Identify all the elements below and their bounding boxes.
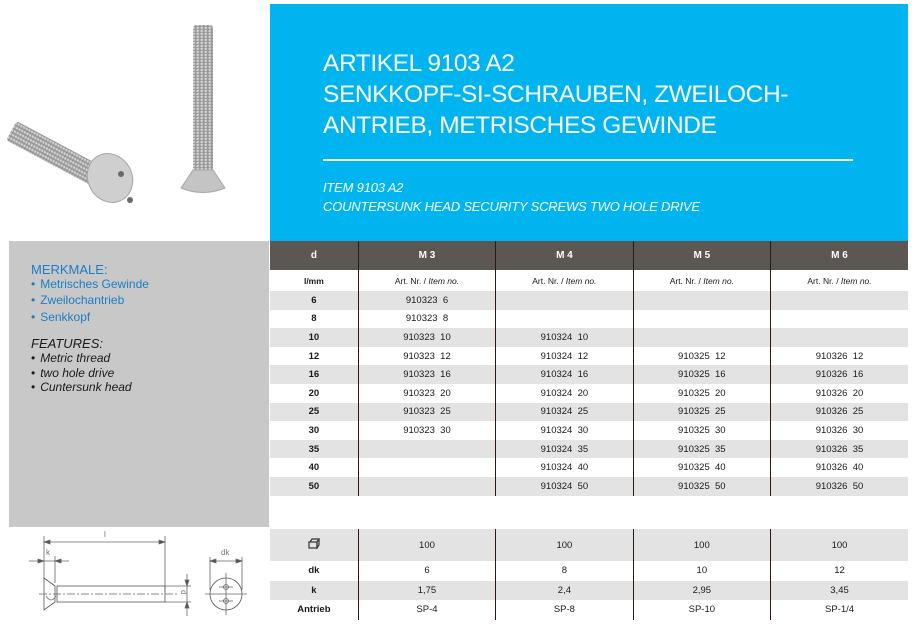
article-number-cell: 910326 16 <box>771 365 908 384</box>
features-list-en <box>31 351 132 395</box>
article-number-cell: 910323 20 <box>358 384 495 403</box>
article-number-cell <box>358 440 495 459</box>
length-cell: 20 <box>270 384 358 403</box>
spec-label: dk <box>270 561 358 581</box>
article-number-cell: 910326 35 <box>771 440 908 459</box>
item-label: Item no. <box>428 275 460 286</box>
title-line: SENKKOPF-SI-SCHRAUBEN, ZWEILOCH- <box>323 81 788 108</box>
spec-label: k <box>270 581 358 601</box>
length-cell: 50 <box>270 477 358 496</box>
length-cell: 12 <box>270 347 358 366</box>
pack-qty-m5: 100 <box>633 529 770 561</box>
art-label: Art. Nr. / <box>394 275 429 286</box>
article-number-cell: 910325 50 <box>633 477 770 496</box>
article-number-cell <box>358 477 495 496</box>
length-cell: 8 <box>270 310 358 329</box>
column-header-m5: M 5 <box>633 241 770 270</box>
spec-table <box>270 529 908 620</box>
article-number-cell: 910323 6 <box>358 291 495 310</box>
spec-value: 10 <box>633 561 770 581</box>
length-cell: 25 <box>270 403 358 422</box>
svg-text:d: d <box>179 590 188 595</box>
spec-value: 6 <box>358 561 495 581</box>
article-number-cell: 910323 12 <box>358 347 495 366</box>
spec-value: 8 <box>496 561 633 581</box>
table-row <box>270 384 908 403</box>
article-number-cell: 910323 25 <box>358 403 495 422</box>
technical-drawing <box>9 528 269 625</box>
feature-item: • Zweilochantrieb <box>31 293 149 309</box>
divider <box>323 159 853 161</box>
article-number-cell <box>633 291 770 310</box>
article-number-cell: 910324 40 <box>496 458 633 477</box>
length-cell: 10 <box>270 328 358 347</box>
title-line: ANTRIEB, METRISCHES GEWINDE <box>323 112 717 139</box>
table-row <box>270 440 908 459</box>
pack-quantity-row <box>270 529 908 561</box>
length-label: l/mm <box>270 270 358 291</box>
article-number-cell: 910325 25 <box>633 403 770 422</box>
item-label: Item no. <box>840 275 872 286</box>
article-number-cell: 910326 25 <box>771 403 908 422</box>
spec-value: SP-1/4 <box>771 600 908 620</box>
article-number-cell: 910324 16 <box>496 365 633 384</box>
svg-text:k: k <box>46 548 50 557</box>
length-cell: 16 <box>270 365 358 384</box>
spec-label: Antrieb <box>270 600 358 620</box>
svg-text:l: l <box>104 530 106 539</box>
article-number-cell: 910325 30 <box>633 421 770 440</box>
spec-value: SP-10 <box>633 600 770 620</box>
table-row <box>270 347 908 366</box>
article-table <box>270 241 908 496</box>
package-icon <box>270 529 358 561</box>
article-number-cell <box>633 328 770 347</box>
article-number-cell: 910326 20 <box>771 384 908 403</box>
features-panel <box>9 241 269 527</box>
article-number-cell: 910324 50 <box>496 477 633 496</box>
features-heading-en: FEATURES: <box>31 336 103 351</box>
pack-qty-m4: 100 <box>496 529 633 561</box>
product-photo <box>0 0 270 240</box>
art-label: Art. Nr. / <box>807 275 841 286</box>
features-heading-de: MERKMALE: <box>31 262 108 277</box>
article-number-cell: 910325 20 <box>633 384 770 403</box>
spec-value: 1,75 <box>358 581 495 601</box>
column-header-m6: M 6 <box>771 241 908 270</box>
article-number-cell: 910323 8 <box>358 310 495 329</box>
art-label: Art. Nr. / <box>532 275 566 286</box>
article-number-cell: 910324 20 <box>496 384 633 403</box>
spec-row <box>270 600 908 620</box>
length-cell: 35 <box>270 440 358 459</box>
feature-item: • Metrisches Gewinde <box>31 277 149 293</box>
article-number-cell: 910323 10 <box>358 328 495 347</box>
screw-dimension-diagram <box>9 528 269 625</box>
art-nr-label <box>771 270 908 291</box>
article-number-cell <box>633 310 770 329</box>
spec-value: SP-8 <box>496 600 633 620</box>
product-subtitle <box>323 178 700 216</box>
feature-item: • Metric thread <box>31 351 132 366</box>
length-cell: 6 <box>270 291 358 310</box>
subtitle-line: ITEM 9103 A2 <box>323 180 404 195</box>
feature-item: • two hole drive <box>31 366 132 381</box>
table-header-row <box>270 241 908 270</box>
article-number-cell <box>771 291 908 310</box>
article-number-cell: 910325 35 <box>633 440 770 459</box>
article-number-cell: 910326 12 <box>771 347 908 366</box>
item-label: Item no. <box>565 275 597 286</box>
spec-value: 2,4 <box>496 581 633 601</box>
article-number-cell <box>358 458 495 477</box>
table-row <box>270 365 908 384</box>
screws-image <box>0 0 270 240</box>
art-nr-label <box>358 270 495 291</box>
table-row <box>270 291 908 310</box>
item-label: Item no. <box>703 275 734 286</box>
article-number-cell: 910324 30 <box>496 421 633 440</box>
article-number-cell <box>496 310 633 329</box>
column-header-m4: M 4 <box>496 241 633 270</box>
pack-qty-m3: 100 <box>358 529 495 561</box>
article-number-cell: 910324 10 <box>496 328 633 347</box>
art-nr-label <box>633 270 770 291</box>
pack-qty-m6: 100 <box>771 529 908 561</box>
table-row <box>270 421 908 440</box>
article-number-cell <box>496 291 633 310</box>
table-subheader-row <box>270 270 908 291</box>
spec-row <box>270 561 908 581</box>
spec-value: SP-4 <box>358 600 495 620</box>
article-number-cell: 910326 50 <box>771 477 908 496</box>
article-number-cell: 910323 16 <box>358 365 495 384</box>
art-nr-label <box>496 270 633 291</box>
product-header <box>270 4 908 241</box>
spec-row <box>270 581 908 601</box>
product-title <box>323 48 788 141</box>
spec-value: 2,95 <box>633 581 770 601</box>
spec-value: 3,45 <box>771 581 908 601</box>
table-row <box>270 403 908 422</box>
feature-item: • Cuntersunk head <box>31 380 132 395</box>
table-row <box>270 310 908 329</box>
features-list-de <box>31 277 149 326</box>
article-number-cell: 910325 40 <box>633 458 770 477</box>
subtitle-line: COUNTERSUNK HEAD SECURITY SCREWS TWO HOLE DRIVE <box>323 199 700 214</box>
spec-value: 12 <box>771 561 908 581</box>
article-number-cell: 910324 25 <box>496 403 633 422</box>
art-label: Art. Nr. / <box>669 275 704 286</box>
feature-item: • Senkkopf <box>31 310 149 326</box>
article-number-cell <box>771 310 908 329</box>
table-row <box>270 328 908 347</box>
table-row <box>270 477 908 496</box>
article-number-cell: 910323 30 <box>358 421 495 440</box>
column-header-d: d <box>270 241 358 270</box>
svg-text:dk: dk <box>221 548 230 557</box>
article-number-cell: 910325 16 <box>633 365 770 384</box>
length-cell: 30 <box>270 421 358 440</box>
article-number-cell: 910326 40 <box>771 458 908 477</box>
length-cell: 40 <box>270 458 358 477</box>
title-line: ARTIKEL 9103 A2 <box>323 50 515 77</box>
article-number-cell <box>771 328 908 347</box>
article-number-cell: 910324 12 <box>496 347 633 366</box>
table-row <box>270 458 908 477</box>
article-number-cell: 910325 12 <box>633 347 770 366</box>
article-number-cell: 910326 30 <box>771 421 908 440</box>
column-header-m3: M 3 <box>358 241 495 270</box>
article-number-cell: 910324 35 <box>496 440 633 459</box>
